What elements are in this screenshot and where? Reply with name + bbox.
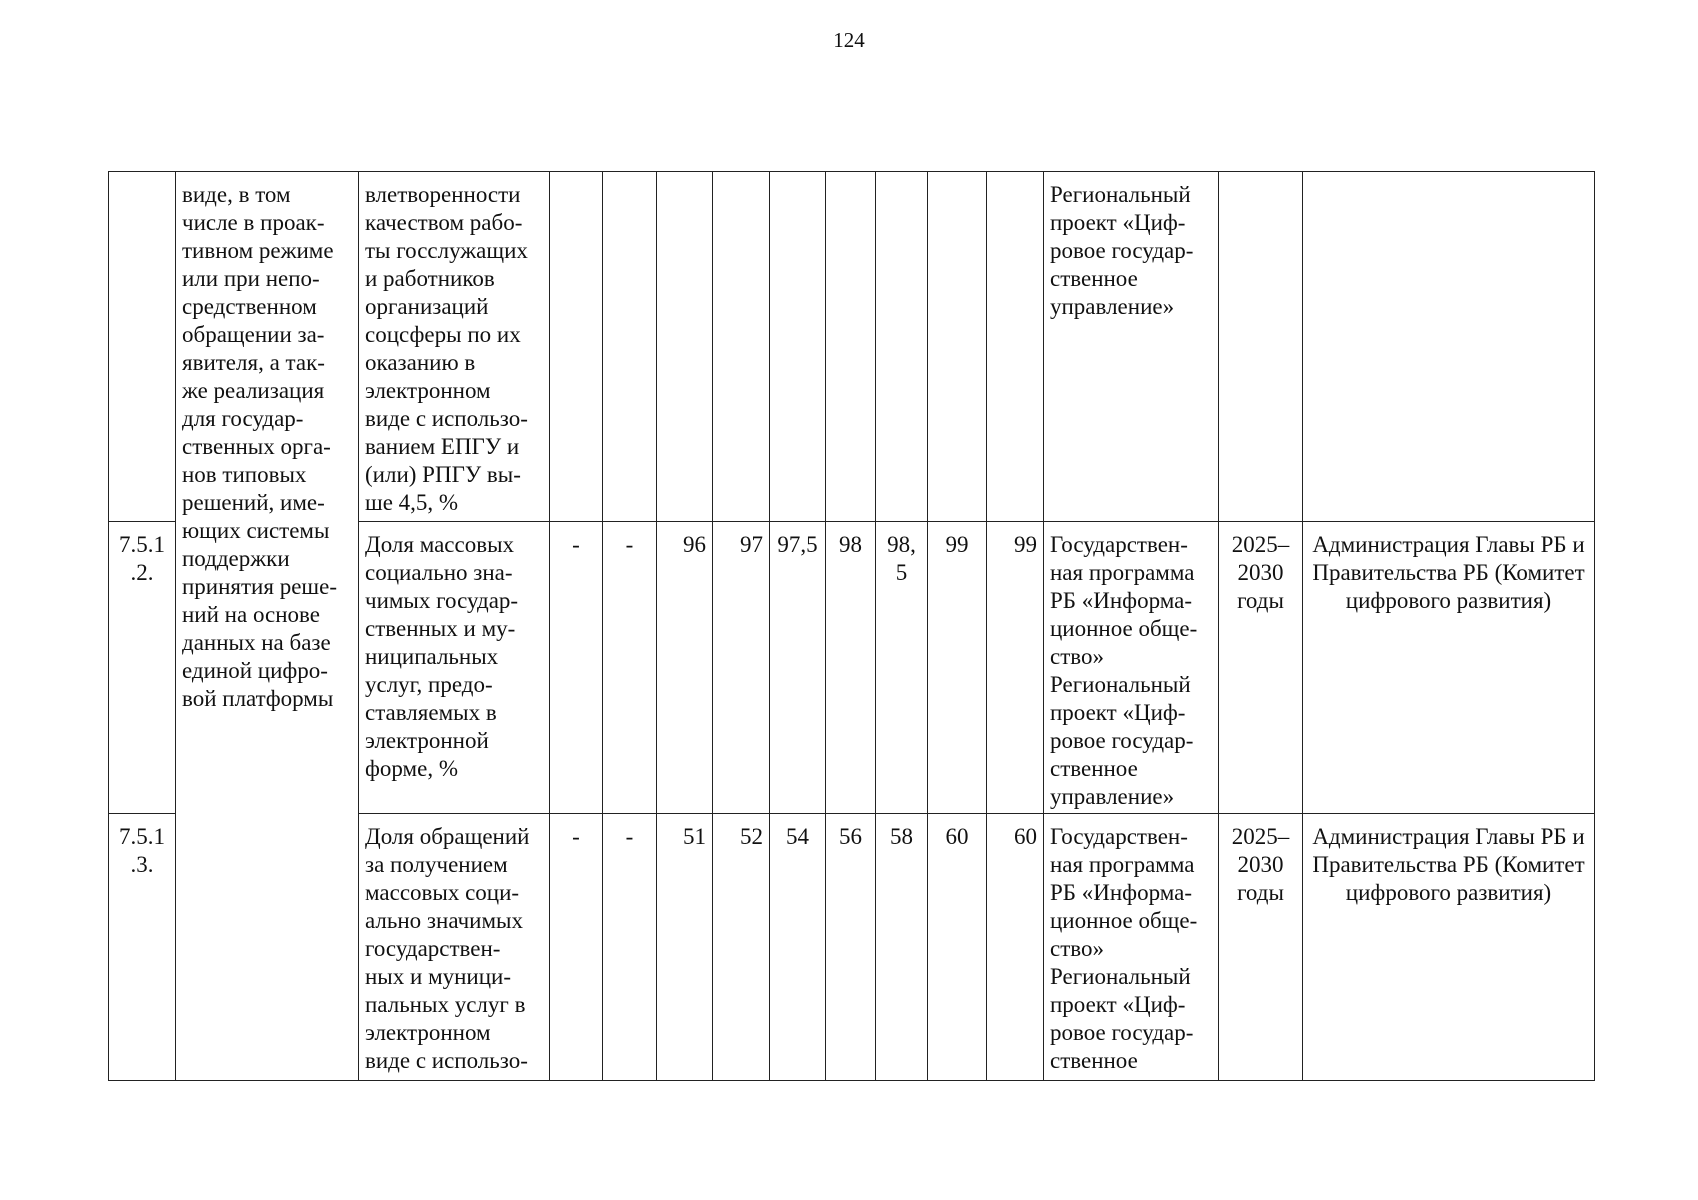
value-cell: 54 xyxy=(770,814,826,1081)
row-code xyxy=(109,172,176,522)
value-cell: - xyxy=(603,522,657,814)
table-row xyxy=(109,172,1595,522)
value-cell xyxy=(826,172,876,522)
indicators-table xyxy=(108,171,1595,1081)
value-cell xyxy=(657,172,713,522)
page-number: 124 xyxy=(833,28,865,52)
executor-cell: Администрация Главы РБ и Правительства РБ (Комитет цифрового развития) xyxy=(1303,522,1595,814)
measure-description: виде, в том числе в проак- тивном режиме или при непо- средственном обращении за- явителя, а так- же реализация для государ- ственных орга- нов типовых решений, име- ющих системы поддержки принятия реше- ний на основе данных на базе единой цифро- вой платформы xyxy=(176,172,359,1081)
value-cell: 51 xyxy=(657,814,713,1081)
executor-cell xyxy=(1303,172,1595,522)
value-cell: 60 xyxy=(987,814,1044,1081)
period-cell: 2025– 2030 годы xyxy=(1219,814,1303,1081)
value-cell xyxy=(713,172,770,522)
value-cell: 56 xyxy=(826,814,876,1081)
row-code: 7.5.1 .3. xyxy=(109,814,176,1081)
value-cell: 99 xyxy=(987,522,1044,814)
period-cell: 2025– 2030 годы xyxy=(1219,522,1303,814)
value-cell xyxy=(928,172,987,522)
value-cell xyxy=(550,172,603,522)
row-code: 7.5.1 .2. xyxy=(109,522,176,814)
period-cell xyxy=(1219,172,1303,522)
value-cell: 52 xyxy=(713,814,770,1081)
value-cell: - xyxy=(603,814,657,1081)
value-cell: 58 xyxy=(876,814,928,1081)
value-cell: 96 xyxy=(657,522,713,814)
value-cell: - xyxy=(550,814,603,1081)
value-cell: 98 xyxy=(826,522,876,814)
program-name: Региональный проект «Циф- ровое государ- ственное управление» xyxy=(1044,172,1219,522)
executor-cell: Администрация Главы РБ и Правительства РБ (Комитет цифрового развития) xyxy=(1303,814,1595,1081)
program-name: Государствен- ная программа РБ «Информа- ционное обще- ство» Региональный проект «Циф- ровое государ- ственное xyxy=(1044,814,1219,1081)
value-cell: 99 xyxy=(928,522,987,814)
value-cell: 60 xyxy=(928,814,987,1081)
value-cell xyxy=(770,172,826,522)
value-cell xyxy=(987,172,1044,522)
value-cell xyxy=(876,172,928,522)
value-cell xyxy=(603,172,657,522)
indicator-name: Доля обращений за получением массовых соци- ально значимых государствен- ных и муници- пальных услуг в электронном виде с использо- xyxy=(359,814,550,1081)
program-name: Государствен- ная программа РБ «Информа- ционное обще- ство» Региональный проект «Циф- ровое государ- ственное управление» xyxy=(1044,522,1219,814)
value-cell: 98, 5 xyxy=(876,522,928,814)
value-cell: 97,5 xyxy=(770,522,826,814)
value-cell: 97 xyxy=(713,522,770,814)
indicator-name: Доля массовых социально зна- чимых государ- ственных и му- ниципальных услуг, предо- ставляемых в электронной форме, % xyxy=(359,522,550,814)
indicator-name: влетворенности качеством рабо- ты госслужащих и работников организаций соцсферы по их оказанию в электронном виде с использо- ванием ЕПГУ и (или) РПГУ вы- ше 4,5, % xyxy=(359,172,550,522)
value-cell: - xyxy=(550,522,603,814)
